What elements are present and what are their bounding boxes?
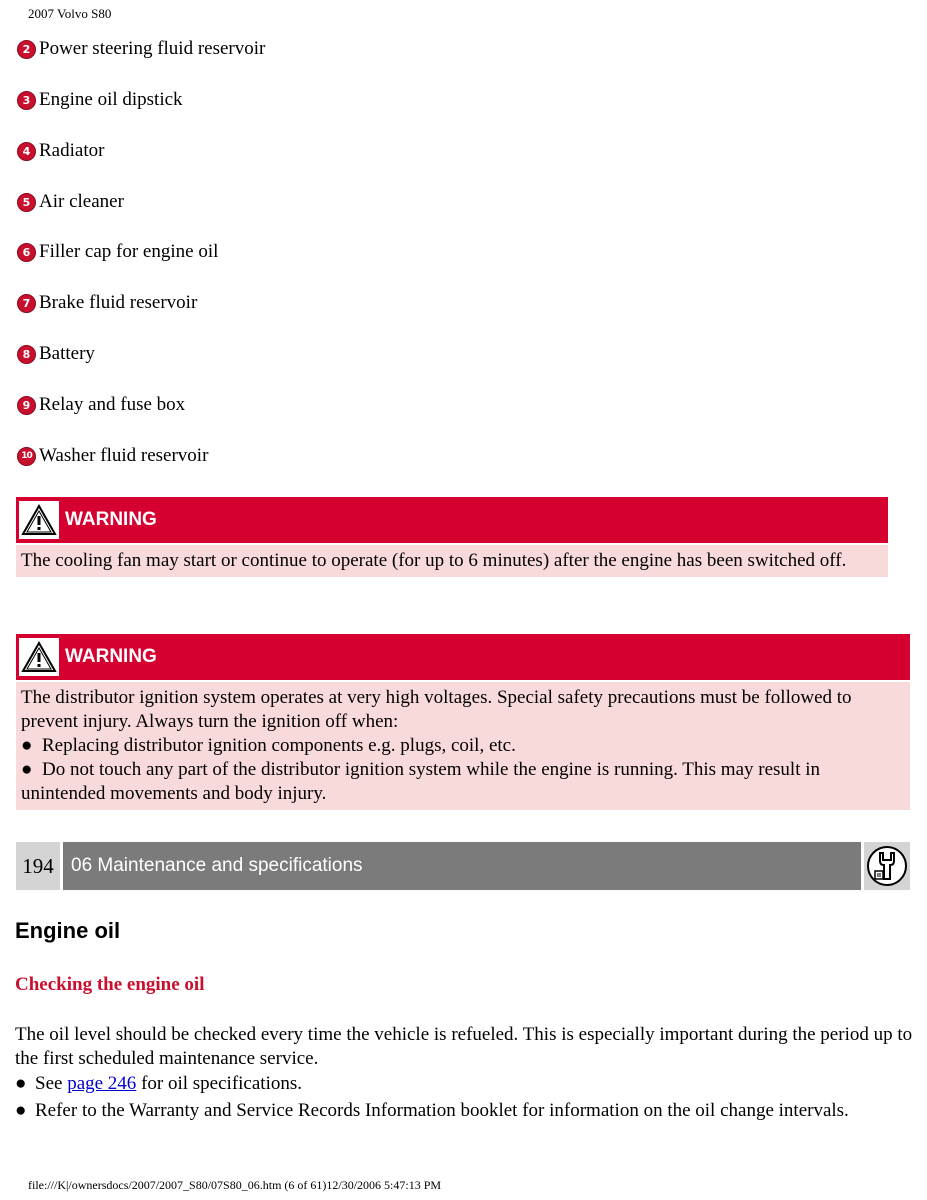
warning-body: [16, 682, 910, 810]
warning-header: [16, 497, 888, 543]
warning-bullet: ● Replacing distributor ignition components e.g. plugs, coil, etc.: [21, 735, 516, 756]
warning-header: [16, 634, 910, 680]
warning-text: The distributor ignition system operates at very high voltages. Special safety precautions must be followed to prevent injury. Always turn the ignition off when:: [21, 687, 852, 732]
list-item: [17, 191, 124, 213]
number-badge: 10: [17, 447, 36, 466]
list-item: [17, 89, 183, 111]
warning-box: [16, 634, 910, 810]
page-link[interactable]: page 246: [67, 1073, 137, 1094]
item-label: Brake fluid reservoir: [39, 292, 198, 313]
list-item: [17, 292, 197, 314]
warning-triangle-icon: [19, 501, 59, 539]
number-badge: 2: [17, 40, 36, 59]
list-item: ● Refer to the Warranty and Service Records Information booklet for information on the oil change intervals.: [15, 1100, 849, 1121]
list-item: [17, 343, 95, 365]
number-badge: 4: [17, 142, 36, 161]
list-item: [17, 394, 185, 416]
section-paragraph: The oil level should be checked every time the vehicle is refueled. This is especially important during the period up to the first scheduled maintenance service.: [15, 1024, 913, 1069]
chapter-bar: [16, 842, 910, 890]
item-label: Relay and fuse box: [39, 394, 186, 415]
item-label: Engine oil dipstick: [39, 89, 183, 110]
number-badge: 3: [17, 91, 36, 110]
number-badge: 5: [17, 193, 36, 212]
number-badge: 8: [17, 345, 36, 364]
list-item: [17, 140, 104, 162]
number-badge: 7: [17, 294, 36, 313]
warning-title: WARNING: [65, 646, 157, 667]
item-label: Air cleaner: [39, 191, 124, 212]
chapter-title: 06 Maintenance and specifications: [63, 842, 861, 890]
list-item: [17, 445, 208, 467]
number-badge: 6: [17, 243, 36, 262]
item-label: Washer fluid reservoir: [39, 445, 209, 466]
warning-text: The cooling fan may start or continue to operate (for up to 6 minutes) after the engine has been switched off.: [16, 545, 888, 577]
section-subheading: Checking the engine oil: [15, 974, 205, 995]
list-item: [17, 38, 265, 60]
section-heading: Engine oil: [15, 918, 121, 943]
warning-title: WARNING: [65, 509, 157, 530]
list-item: ● See page 246 for oil specifications.: [15, 1073, 302, 1094]
warning-box: [16, 497, 888, 577]
number-badge: 9: [17, 396, 36, 415]
page-number: 194: [16, 842, 60, 890]
warning-bullet: ● Do not touch any part of the distributor ignition system while the engine is running. This may result in unintended movements and body injury.: [21, 759, 821, 804]
document-header: 2007 Volvo S80: [28, 6, 112, 21]
item-label: Filler cap for engine oil: [39, 241, 219, 262]
item-label: Radiator: [39, 140, 105, 161]
wrench-icon: [864, 842, 910, 890]
item-label: Battery: [39, 343, 95, 364]
item-label: Power steering fluid reservoir: [39, 38, 266, 59]
file-path-footer: file:///K|/ownersdocs/2007/2007_S80/07S80_06.htm (6 of 61)12/30/2006 5:47:13 PM: [28, 1178, 442, 1192]
warning-triangle-icon: [19, 638, 59, 676]
list-item: [17, 241, 218, 263]
